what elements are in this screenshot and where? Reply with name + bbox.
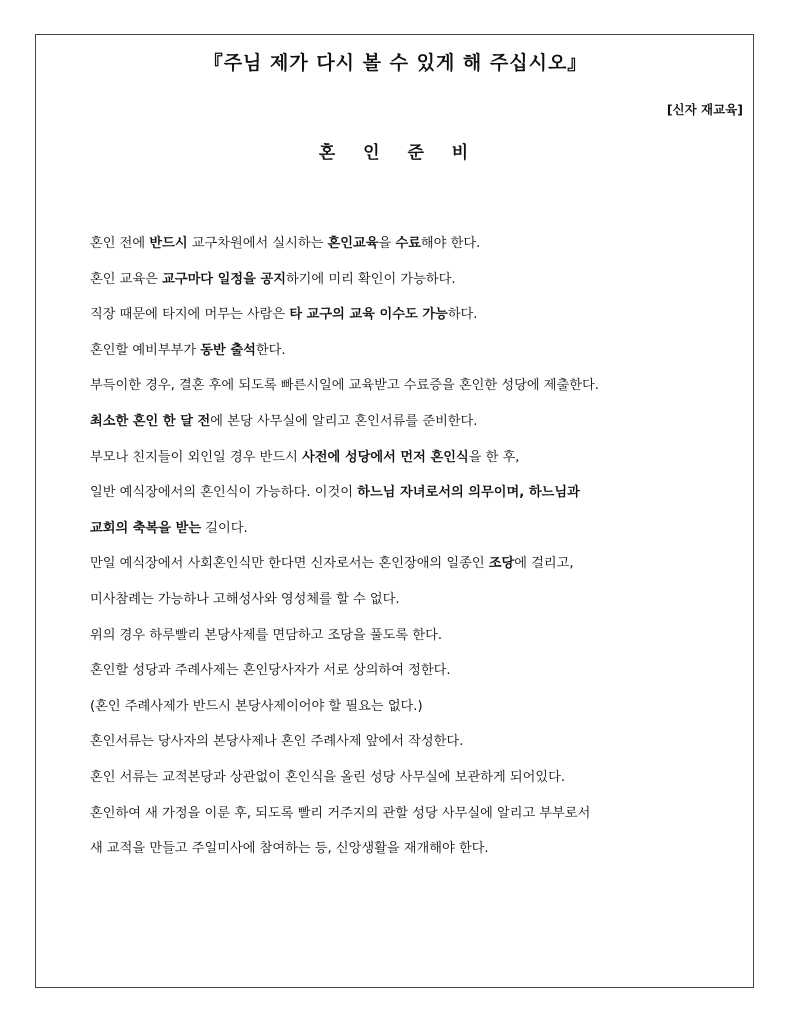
text-segment: 을 한 후,	[468, 449, 520, 465]
body-line	[90, 226, 750, 262]
text-segment: 혼인 전에	[90, 236, 150, 251]
text-segment: 부득이한 경우, 결혼 후에 되도록 빠른시일에 교육받고 수료증을 혼인한 성당에 제출한다.	[90, 378, 599, 394]
bold-text: 최소한 혼인 한 달 전	[90, 413, 211, 429]
body-line	[90, 546, 750, 582]
body-line	[90, 262, 750, 298]
body-line	[90, 440, 750, 476]
text-segment: 교구차원에서 실시하는	[187, 236, 328, 251]
body-line	[90, 653, 750, 689]
section-heading: 혼 인 준 비	[318, 143, 473, 163]
text-segment: 에 걸리고,	[514, 556, 574, 572]
body-line	[90, 511, 750, 547]
text-segment: 혼인 서류는 교적본당과 상관없이 혼인식을 올린 성당 사무실에 보관하게 되어있다.	[90, 769, 566, 785]
text-segment: 일반 예식장에서의 혼인식이 가능하다. 이것이	[90, 485, 358, 501]
text-segment: 한다.	[255, 342, 286, 358]
text-segment: 새 교적을 만들고 주일미사에 참여하는 등, 신앙생활을 재개해야 한다.	[90, 841, 489, 857]
bold-text: 타 교구의 교육 이수도 가능	[289, 307, 448, 323]
bold-text: 교구마다 일정을 공지	[162, 271, 286, 287]
text-segment: 을	[378, 236, 396, 251]
bold-text: 하느님 자녀로서의 의무이며, 하느님과	[357, 485, 580, 501]
bold-text: 수료	[395, 236, 421, 251]
body-line	[90, 831, 750, 867]
text-segment: 혼인 교육은	[90, 271, 163, 287]
bold-text: 교회의 축복을 받는	[90, 520, 202, 536]
bold-text: 혼인교육	[327, 236, 379, 251]
text-segment: 해야 한다.	[420, 236, 481, 251]
text-segment: 길이다.	[201, 520, 248, 536]
text-segment: 부모나 친지들이 외인일 경우 반드시	[90, 449, 303, 465]
text-segment: 혼인할 예비부부가	[90, 342, 201, 358]
body-line	[90, 796, 750, 832]
body-line	[90, 297, 750, 333]
bold-text: 반드시	[149, 236, 188, 251]
text-segment: 미사참례는 가능하나 고해성사와 영성체를 할 수 없다.	[90, 591, 400, 607]
text-segment: 하다.	[447, 307, 478, 323]
body-text	[90, 226, 750, 867]
text-segment: (혼인 주례사제가 반드시 본당사제이어야 할 필요는 없다.)	[90, 698, 423, 714]
body-line	[90, 475, 750, 511]
bold-text: 조당	[488, 556, 515, 572]
body-line	[90, 333, 750, 369]
document-title: 『주님 제가 다시 볼 수 있게 해 주십시오』	[203, 52, 588, 74]
text-segment: 혼인하여 새 가정을 이룬 후, 되도록 빨리 거주지의 관할 성당 사무실에 알리고 부부로서	[90, 805, 591, 821]
body-line	[90, 724, 750, 760]
text-segment: 직장 때문에 타지에 머무는 사람은	[90, 307, 290, 323]
bold-text: 사전에 성당에서 먼저 혼인식	[302, 449, 469, 465]
body-line	[90, 404, 750, 440]
document-subtitle: [신자 재교육]	[666, 102, 743, 117]
body-line	[90, 618, 750, 654]
body-line	[90, 582, 750, 618]
text-segment: 에 본당 사무실에 알리고 혼인서류를 준비한다.	[210, 413, 478, 429]
body-line	[90, 760, 750, 796]
text-segment: 위의 경우 하루빨리 본당사제를 면담하고 조당을 풀도록 한다.	[90, 627, 443, 643]
bold-text: 동반 출석	[200, 342, 256, 358]
text-segment: 혼인할 성당과 주례사제는 혼인당사자가 서로 상의하여 정한다.	[90, 663, 451, 679]
body-line	[90, 368, 750, 404]
text-segment: 하기에 미리 확인이 가능하다.	[285, 271, 456, 287]
text-segment: 만일 예식장에서 사회혼인식만 한다면 신자로서는 혼인장애의 일종인	[90, 556, 489, 572]
body-line	[90, 689, 750, 725]
text-segment: 혼인서류는 당사자의 본당사제나 혼인 주례사제 앞에서 작성한다.	[90, 734, 464, 750]
